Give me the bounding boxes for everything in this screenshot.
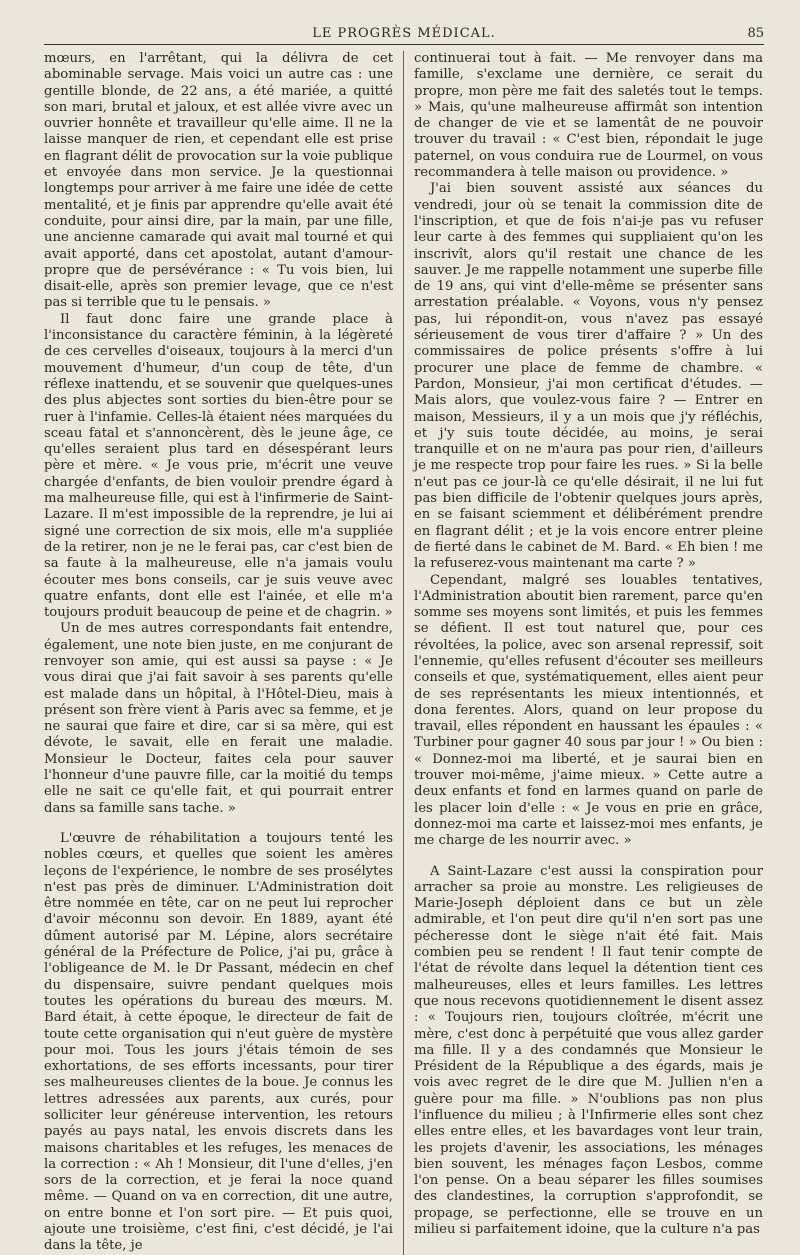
page-header <box>44 0 764 45</box>
text-columns <box>44 51 764 1255</box>
journal-title: LE PROGRÈS MÉDICAL. <box>312 26 496 41</box>
page-number: 85 <box>747 26 764 41</box>
paragraph: Cependant, malgré ses louables tentatives, l'Administration aboutit bien rarement, parce qu'en somme ses moyens sont limités, et puis les femmes se défient. Il est tout naturel que, pour ces révoltées, la police, avec son arsenal repressif, soit l'ennemie, qu'elles refusent d'écouter ses meilleurs conseils et que, systématiquement, elles aient peur de ses représentants les mieux intentionnés, et dona ferentes. Alors, quand on leur propose du travail, elles répondent en haussant les épaules : « Turbiner pour gagner 40 sous par jour ! » Ou bien : « Donnez-moi ma liberté, et je saurai bien en trouver moi-même, j'aime mieux. » Cette autre a deux enfants et fond en larmes quand on parle de les placer loin d'elle : « Je vous en prie en grâce, donnez-moi ma carte et laissez-moi mes enfants, je me charge de les nourrir avec. » <box>414 572 763 849</box>
paragraph: Il faut donc faire une grande place à l'inconsistance du caractère féminin, à la légèreté de ces cervelles d'oiseaux, toujours à la merci d'un mouvement d'humeur, d'un coup de tête, d'un réflexe inattendu, et se souvenir que quelques-unes des plus abjectes sont sorties du bien-être pour se ruer à l'infamie. Celles-là étaient nées marquées du sceau fatal et s'annoncèrent, dès le jeune âge, ce qu'elles seraient plus tard en désespérant leurs père et mère. « Je vous prie, m'écrit une veuve chargée d'enfants, de bien vouloir prendre égard à ma malheureuse fille, qui est à l'infirmerie de Saint-Lazare. Il m'est impossible de la reprendre, je lui ai signé une correction de six mois, elle m'a suppliée de la retirer, non je ne le ferai pas, car c'est bien de sa faute à la malheureuse, elle n'a jamais voulu écouter mes bons conseils, car je suis veuve avec quatre enfants, dont elle est l'ainée, et elle m'a toujours produit beaucoup de peine et de chagrin. » <box>44 311 393 621</box>
paragraph: J'ai bien souvent assisté aux séances du vendredi, jour où se tenait la commission dite de l'inscription, et que de fois n'ai-je pas vu refuser leur carte à des femmes qui suppliaient qu'on les inscrivît, alors qu'il restait une chance de les sauver. Je me rappelle notamment une superbe fille de 19 ans, qui vint d'elle-même se présenter sans arrestation préalable. « Voyons, vous n'y pensez pas, lui répondit-on, vous n'avez pas essayé sérieusement de vous tirer d'affaire ? » Un des commissaires de police présents s'offre à lui procurer une place de femme de chambre. « Pardon, Monsieur, j'ai mon certificat d'études. — Mais alors, que voulez-vous faire ? — Entrer en maison, Messieurs, il y a un mois que j'y réfléchis, et j'y suis toute décidée, au moins, je serai tranquille et on ne m'aura pas pour rien, d'ailleurs je me respecte trop pour faire les rues. » Si la belle n'eut pas ce jour-là ce qu'elle désirait, il ne lui fut pas bien difficile de l'obtenir quelques jours après, en se faisant sciemment et délibérément prendre en flagrant délit ; et je la vois encore entrer pleine de fierté dans le cabinet de M. Bard. « Eh bien ! me la refuserez-vous maintenant ma carte ? » <box>414 181 763 572</box>
paragraph: A Saint-Lazare c'est aussi la conspiration pour arracher sa proie au monstre. Les religieuses de Marie-Joseph déploient dans ce but un zèle admirable, et l'on peut dire qu'il n'en sort pas une pécheresse dont le siège n'ait été fait. Mais combien peu se rendent ! Il faut tenir compte de l'état de révolte dans lequel la détention tient ces malheureuses, elles et leurs familles. Les lettres que nous recevons quotidiennement le disent assez : « Toujours rien, toujours cloîtrée, m'écrit une mère, c'est donc à perpétuité que vous allez garder ma fille. Il y a des condamnés que Monsieur le Président de la République a des égards, mais je vois avec regret de le dire que M. Jullien n'en a guère pour ma fille. » N'oublions pas non plus l'influence du milieu ; à l'Infirmerie elles sont chez elles entre elles, et les bavardages vont leur train, les projets d'avenir, les associations, les ménages bien souvent, les ménages façon Lesbos, comme l'on pense. On a beau séparer les filles soumises des clandestines, la corruption s'approfondit, se propage, se perfectionne, elle se trouve en un milieu si parfaitement idoine, que la culture n'a pas <box>414 863 763 1238</box>
paragraph: Un de mes autres correspondants fait entendre, également, une note bien juste, en me conjurant de renvoyer son amie, qui est aussi sa payse : « Je vous dirai que j'ai fait savoir à ses parents qu'elle est malade dans un hôpital, à l'Hôtel-Dieu, mais à présent son frère vient à Paris avec sa femme, et je ne saurai que faire et dire, car si sa mère, qui est dévote, le savait, elle en ferait une maladie. Monsieur le Docteur, faites cela pour sauver l'honneur d'une pauvre fille, car la moitié du temps elle ne sait ce qu'elle fait, et qui pourrait entrer dans sa famille sans tache. » <box>44 621 393 816</box>
paragraph: L'œuvre de réhabilitation a toujours tenté les nobles cœurs, et quelles que soient les amères leçons de l'expérience, le nombre de ses prosélytes n'est pas près de diminuer. L'Administration doit être nommée en tête, car on ne peut lui reprocher d'avoir méconnu son devoir. En 1889, ayant été dûment autorisé par M. Lépine, alors secrétaire général de la Préfecture de Police, j'ai pu, grâce à l'obligeance de M. le Dr Passant, médecin en chef du dispensaire, suivre pendant quelques mois toutes les opérations du bureau des mœurs. M. Bard était, à cette époque, le directeur de fait de toute cette organisation qui n'eut guère de mystère pour moi. Tous les jours j'étais témoin de ses exhortations, de ses efforts incessants, pour tirer ses malheureuses clientes de la boue. Je connus les lettres adressées aux parents, aux curés, pour solliciter leur généreuse intervention, les retours payés au pays natal, les envois discrets dans les maisons charitables et les refuges, les menaces de la correction : « Ah ! Monsieur, dit l'une d'elles, j'en sors de la correction, et je ferai la noce quand même. — Quand on va en correction, dit une autre, on entre bonne et l'on sort pire. — Et puis quoi, ajoute une troisième, c'est fini, c'est décidé, je l'ai dans la tête, je <box>44 830 393 1254</box>
paragraph: continuerai tout à fait. — Me renvoyer dans ma famille, s'exclame une dernière, ce serait du propre, mon père me fait des saletés tout le temps. » Mais, qu'une malheureuse affirmât son intention de changer de vie et se lamentât de ne pouvoir trouver du travail : « C'est bien, répondait le juge paternel, on vous conduira rue de Lourmel, on vous recommandera à telle maison ou providence. » <box>414 51 763 181</box>
paragraph: mœurs, en l'arrêtant, qui la délivra de cet abominable servage. Mais voici un autre cas : une gentille blonde, de 22 ans, a été mariée, a quitté son mari, brutal et jaloux, et est allée vivre avec un ouvrier honnête et travailleur qu'elle aime. Il ne la laisse manquer de rien, et cependant elle est prise en flagrant délit de provocation sur la voie publique et envoyée dans mon service. Je la questionnai longtemps pour arriver à me faire une idée de cette mentalité, et je finis par apprendre qu'elle avait été conduite, pour ainsi dire, par la main, par une fille, une ancienne camarade qui avait mal tourné et qui avait apporté, dans cet apostolat, autant d'amour-propre que de persévérance : « Tu vois bien, lui disait-elle, après son premier levage, que ce n'est pas si terrible que tu le pensais. » <box>44 51 393 311</box>
left-column <box>44 51 403 1255</box>
right-column <box>403 51 763 1255</box>
